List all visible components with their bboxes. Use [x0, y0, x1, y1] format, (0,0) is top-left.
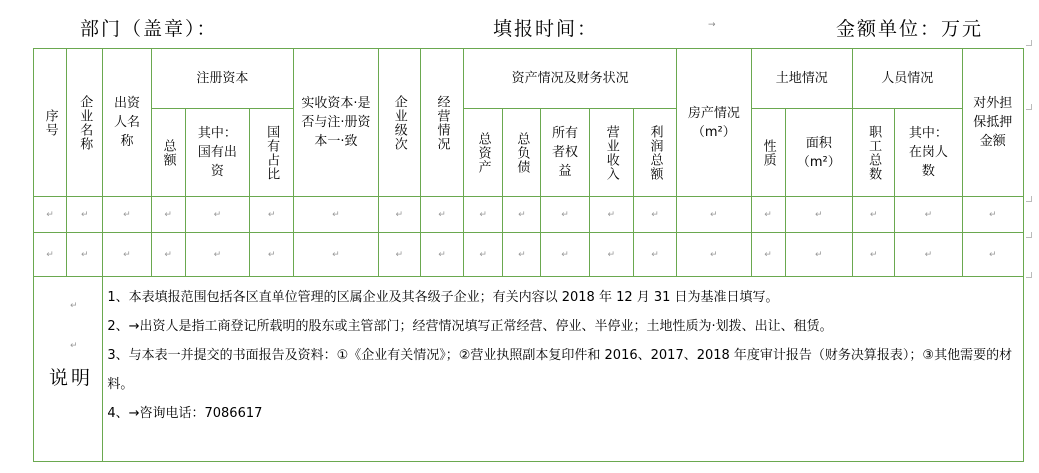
col-staff-onpost: 其中：在岗人数	[895, 109, 962, 197]
table-cell[interactable]: ↵	[962, 233, 1023, 277]
table-cell[interactable]: ↵	[34, 197, 67, 233]
table-cell[interactable]: ↵	[378, 197, 420, 233]
col-paid-capital: 实收资本·是否与注·册资本一·致	[294, 49, 378, 197]
col-reg-state-ratio: 国有占比	[250, 109, 294, 197]
table-cell[interactable]: ↵	[633, 197, 676, 233]
department-label: 部门（盖章）：	[80, 18, 218, 40]
table-cell[interactable]: ↵	[677, 197, 751, 233]
note-item: 1、本表填报范围包括各区直单位管理的区属企业及其各级子企业；有关内容以 2018 年 12 月 31 日为基准日填写。	[107, 290, 779, 305]
report-table	[33, 48, 1024, 462]
table-cell[interactable]: ↵	[541, 197, 589, 233]
col-total-profit: 利润总额	[633, 109, 676, 197]
notes-content	[103, 277, 1024, 462]
fill-time-label: 填报时间：	[493, 18, 599, 40]
table-cell[interactable]: ↵	[853, 233, 895, 277]
amount-unit-label: 金额单位：万元	[836, 18, 984, 40]
table-cell[interactable]: ↵	[751, 233, 785, 277]
table-cell[interactable]: ↵	[103, 233, 151, 277]
col-staff: 人员情况	[853, 49, 963, 109]
table-cell[interactable]: ↵	[294, 197, 378, 233]
note-item: 3、与本表一并提交的书面报告及资料：①《企业有关情况》；②营业执照副本复印件和 2016、2017、2018 年度审计报告（财务决算报表）；③其他需要的材料。	[107, 348, 1013, 392]
col-land-area: 面积（m²）	[785, 109, 852, 197]
col-seq: 序号	[34, 49, 67, 197]
table-cell[interactable]: ↵	[589, 197, 633, 233]
corner-mark	[1026, 196, 1032, 202]
corner-mark	[1026, 40, 1032, 46]
col-asset-finance: 资产情况及财务状况	[464, 49, 677, 109]
table-cell[interactable]: ↵	[420, 233, 463, 277]
table-cell[interactable]: ↵	[185, 197, 249, 233]
note-item: 2、→出资人是指工商登记所载明的股东或主管部门；经营情况填写正常经营、停业、半停业；土地性质为·划拨、出让、租赁。	[107, 319, 833, 334]
col-operation-status: 经营情况	[420, 49, 463, 197]
col-land-nature: 性质	[751, 109, 785, 197]
table-cell[interactable]: ↵	[420, 197, 463, 233]
table-cell[interactable]: ↵	[853, 197, 895, 233]
col-reg-total: 总额	[151, 109, 185, 197]
table-cell[interactable]: ↵	[895, 233, 962, 277]
col-property: 房产情况（m²）	[677, 49, 751, 197]
table-cell[interactable]: ↵	[294, 233, 378, 277]
table-cell[interactable]: ↵	[633, 233, 676, 277]
corner-mark	[1026, 272, 1032, 278]
col-reg-state-investor: 其中：国有出资	[185, 109, 249, 197]
col-total-assets: 总资产	[464, 109, 503, 197]
table-cell[interactable]: ↵	[751, 197, 785, 233]
col-registered-capital: 注册资本	[151, 49, 294, 109]
col-staff-total: 职工总数	[853, 109, 895, 197]
table-cell[interactable]: ↵	[503, 233, 541, 277]
table-cell[interactable]: ↵	[185, 233, 249, 277]
table-cell[interactable]: ↵	[785, 233, 852, 277]
corner-mark	[1026, 232, 1032, 238]
col-land: 土地情况	[751, 49, 853, 109]
table-row	[34, 233, 1024, 277]
col-enterprise-name: 企业名称	[67, 49, 103, 197]
note-item: 4、→咨询电话：7086617	[107, 406, 263, 421]
table-cell[interactable]: ↵	[464, 233, 503, 277]
col-total-liabilities: 总负债	[503, 109, 541, 197]
table-cell[interactable]: ↵	[67, 233, 103, 277]
col-investor-name: 出资人名称	[103, 49, 151, 197]
table-cell[interactable]: ↵	[67, 197, 103, 233]
table-cell[interactable]: ↵	[503, 197, 541, 233]
col-guarantee: 对外担保抵押金额	[962, 49, 1023, 197]
table-cell[interactable]: ↵	[677, 233, 751, 277]
table-cell[interactable]: ↵	[34, 233, 67, 277]
col-enterprise-level: 企业级次	[378, 49, 420, 197]
table-cell[interactable]: ↵	[250, 197, 294, 233]
notes-label: 说明	[49, 367, 94, 389]
table-cell[interactable]: ↵	[103, 197, 151, 233]
col-owner-equity: 所有者权益	[541, 109, 589, 197]
table-cell[interactable]: ↵	[785, 197, 852, 233]
corner-mark	[1026, 104, 1032, 110]
col-revenue: 营业收入	[589, 109, 633, 197]
table-cell[interactable]: ↵	[589, 233, 633, 277]
table-cell[interactable]: ↵	[151, 197, 185, 233]
notes-label-cell: ↵ ↵ 说明	[34, 277, 103, 462]
table-cell[interactable]: ↵	[464, 197, 503, 233]
table-cell[interactable]: ↵	[151, 233, 185, 277]
table-cell[interactable]: ↵	[541, 233, 589, 277]
table-row	[34, 197, 1024, 233]
table-cell[interactable]: ↵	[895, 197, 962, 233]
fill-time-mark: →	[708, 20, 716, 30]
table-cell[interactable]: ↵	[962, 197, 1023, 233]
table-cell[interactable]: ↵	[250, 233, 294, 277]
table-cell[interactable]: ↵	[378, 233, 420, 277]
